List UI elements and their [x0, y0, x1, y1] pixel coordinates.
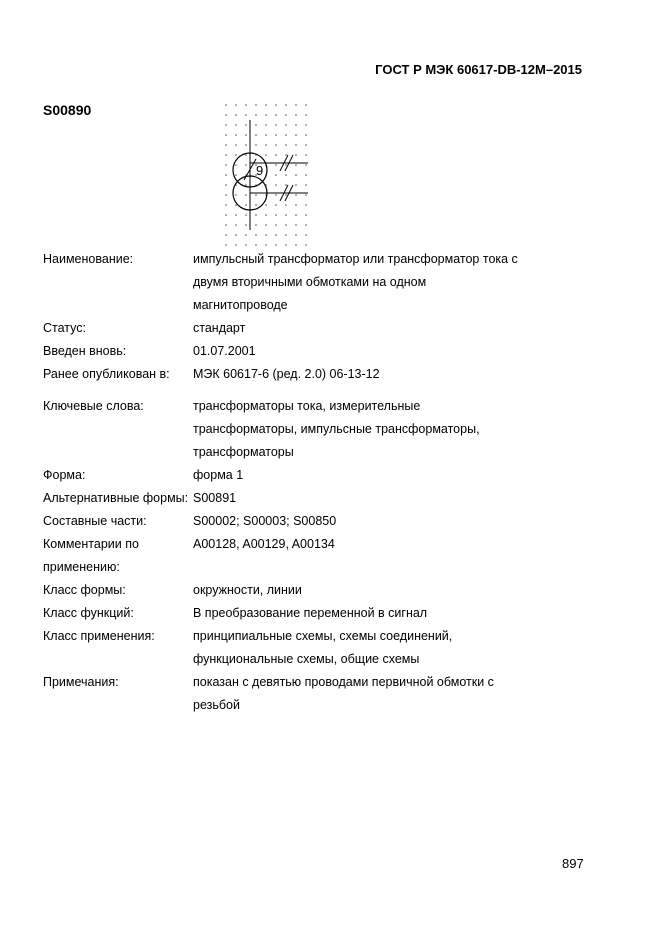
field-label: Альтернативные формы:	[43, 491, 189, 505]
field-value	[193, 395, 563, 464]
field-row	[43, 363, 563, 386]
field-value	[193, 340, 563, 363]
field-label: Составные части:	[43, 514, 147, 528]
symbol-id: S00890	[43, 102, 92, 118]
field-label: Форма:	[43, 468, 86, 482]
field-value-line: магнитопроводе	[193, 298, 288, 312]
field-value	[193, 248, 563, 317]
field-value	[193, 602, 563, 625]
conductor-count-label: 9	[256, 163, 264, 178]
field-label: Введен вновь:	[43, 344, 127, 358]
field-row	[43, 579, 563, 602]
field-row	[43, 510, 563, 533]
field-value	[193, 510, 563, 533]
field-value-line: импульсный трансформатор или трансформатор тока с	[193, 252, 518, 266]
field-value-line: двумя вторичными обмотками на одном	[193, 275, 427, 289]
field-value	[193, 671, 563, 717]
field-label: Примечания:	[43, 675, 119, 689]
field-value	[193, 533, 563, 579]
field-row	[43, 602, 563, 625]
field-value-line: трансформаторы тока, измерительные	[193, 399, 421, 413]
field-row	[43, 533, 563, 579]
field-list	[43, 248, 563, 717]
field-value-line: показан с девятью проводами первичной обмотки с	[193, 675, 494, 689]
field-row	[43, 625, 563, 671]
field-row	[43, 671, 563, 717]
field-row	[43, 395, 563, 464]
field-label: Класс формы:	[43, 583, 126, 597]
field-row	[43, 317, 563, 340]
field-value-line: форма 1	[193, 468, 244, 482]
field-value-line: 01.07.2001	[193, 344, 256, 358]
field-value-line: В преобразование переменной в сигнал	[193, 606, 428, 620]
field-label: Статус:	[43, 321, 86, 335]
page-number: 897	[562, 856, 584, 871]
field-label: Класс функций:	[43, 606, 134, 620]
field-value	[193, 464, 563, 487]
field-label: Наименование:	[43, 252, 134, 266]
field-row	[43, 487, 563, 510]
field-value-line: резьбой	[193, 698, 240, 712]
field-value-line: функциональные схемы, общие схемы	[193, 652, 420, 666]
field-value	[193, 579, 563, 602]
field-value-line: A00128, A00129, A00134	[193, 537, 335, 551]
transformer-symbol-figure	[216, 100, 316, 250]
field-row	[43, 248, 563, 317]
field-value-line: трансформаторы	[193, 445, 294, 459]
field-value-line: трансформаторы, импульсные трансформаторы,	[193, 422, 480, 436]
field-value-line: принципиальные схемы, схемы соединений,	[193, 629, 453, 643]
field-label: Класс применения:	[43, 629, 155, 643]
field-value	[193, 363, 563, 386]
document-header: ГОСТ Р МЭК 60617-DB-12M–2015	[375, 62, 582, 77]
field-value-line: стандарт	[193, 321, 246, 335]
field-label: Комментарии по применению:	[43, 537, 139, 574]
field-value-line: S00002; S00003; S00850	[193, 514, 337, 528]
field-value-line: окружности, линии	[193, 583, 302, 597]
field-label: Ключевые слова:	[43, 399, 144, 413]
field-label: Ранее опубликован в:	[43, 367, 170, 381]
field-value-line: МЭК 60617-6 (ред. 2.0) 06-13-12	[193, 367, 380, 381]
field-row	[43, 340, 563, 363]
field-row	[43, 464, 563, 487]
field-value-line: S00891	[193, 491, 237, 505]
field-value	[193, 317, 563, 340]
field-value	[193, 487, 563, 510]
field-value	[193, 625, 563, 671]
